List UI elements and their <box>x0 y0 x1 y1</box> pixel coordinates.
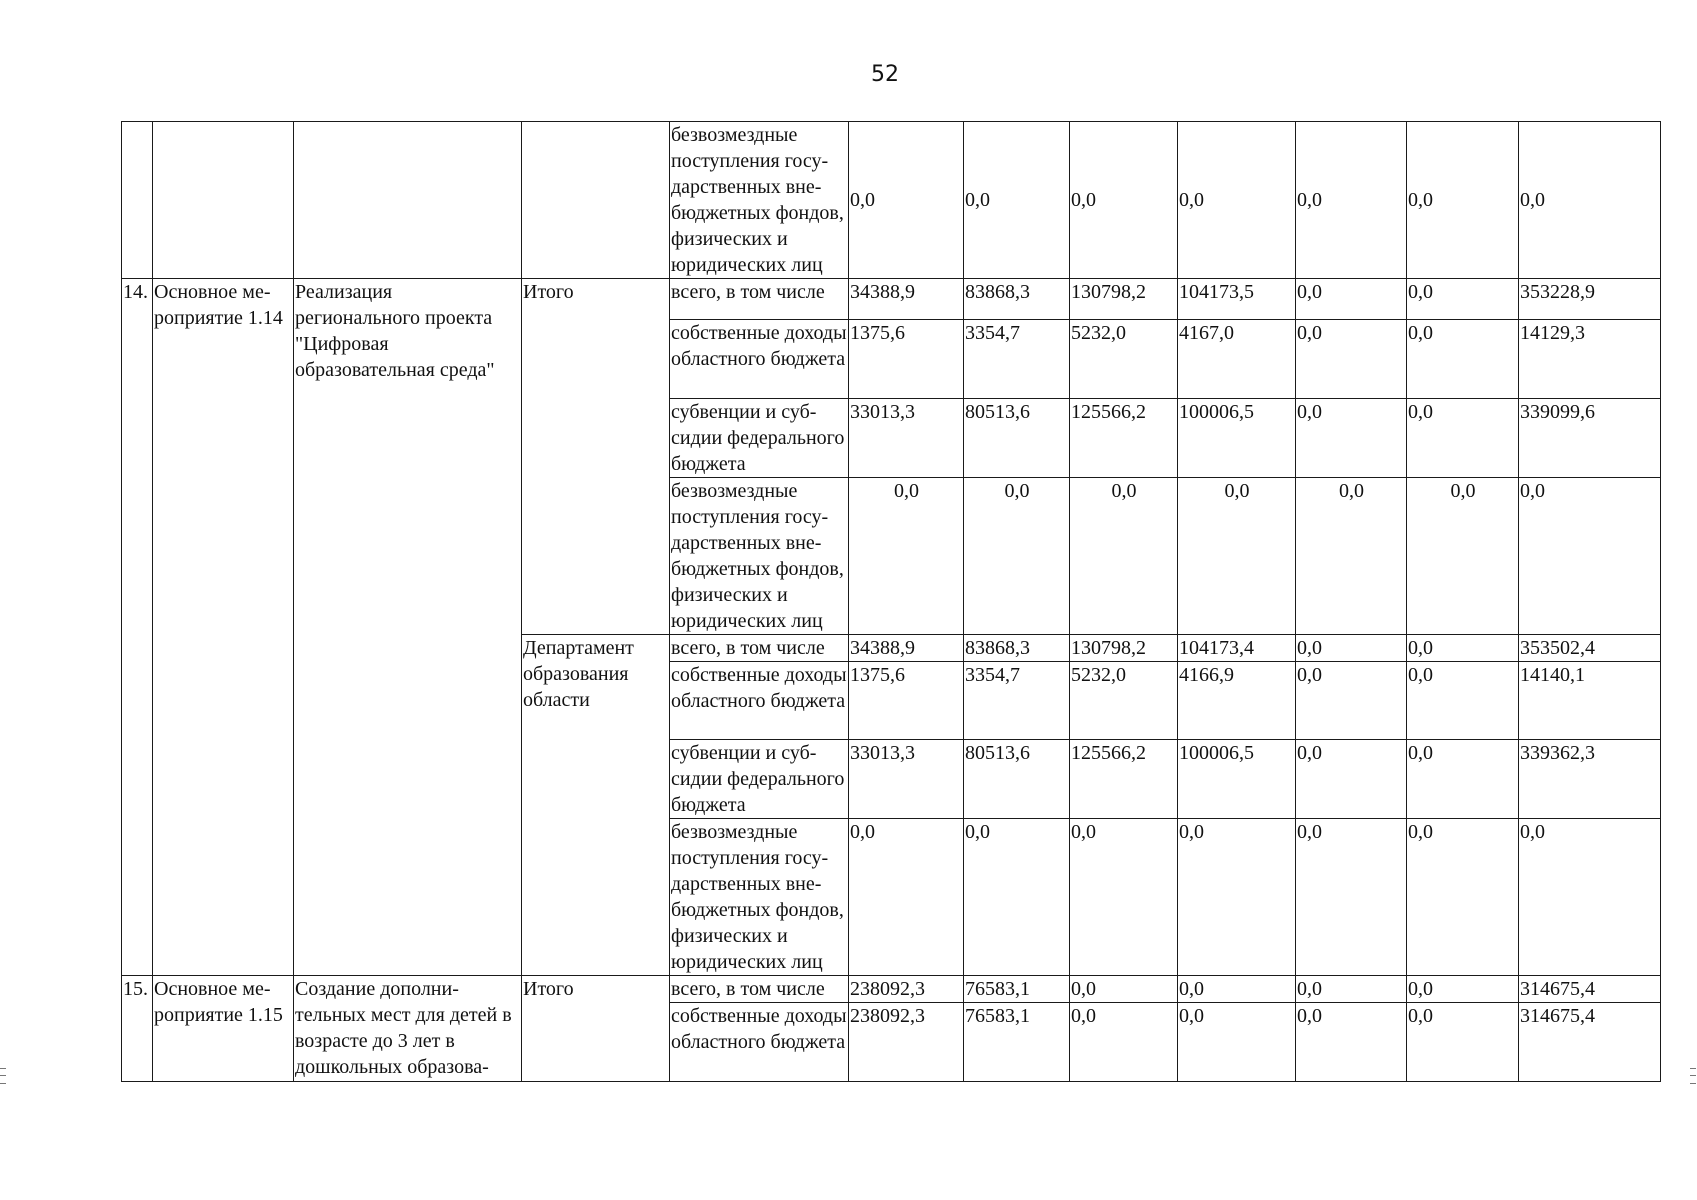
budget-table <box>121 121 1661 1082</box>
value-cell: 130798,2 <box>1070 279 1178 320</box>
value-cell: 125566,2 <box>1070 399 1178 478</box>
executor-cell: Департамент образования области <box>522 635 670 976</box>
value-cell: 14129,3 <box>1519 320 1661 399</box>
value-cell: 0,0 <box>1296 976 1407 1003</box>
value-cell: 238092,3 <box>849 1003 964 1082</box>
index-cell: 15. <box>122 976 153 1082</box>
value-cell: 0,0 <box>1296 1003 1407 1082</box>
funding-source-label: безвозмездные поступления государственных внебюджетных фондов, физических и юридических лиц <box>670 122 849 279</box>
executor-cell <box>522 122 670 279</box>
funding-source-label: безвозмездные поступления государственных внебюджетных фондов, физических и юридических лиц <box>670 819 849 976</box>
value-cell: 5232,0 <box>1070 320 1178 399</box>
value-cell: 0,0 <box>1407 1003 1519 1082</box>
value-cell: 80513,6 <box>964 399 1070 478</box>
value-cell: 1375,6 <box>849 662 964 740</box>
value-cell: 0,0 <box>1407 662 1519 740</box>
scan-edge-mark <box>1690 1068 1696 1084</box>
value-cell: 0,0 <box>1407 976 1519 1003</box>
value-cell: 0,0 <box>1178 122 1296 279</box>
value-cell: 0,0 <box>849 819 964 976</box>
table-row <box>122 976 1661 1003</box>
value-cell: 0,0 <box>1296 478 1407 635</box>
funding-source-label: всего, в том числе <box>670 976 849 1003</box>
value-cell: 314675,4 <box>1519 976 1661 1003</box>
value-cell: 3354,7 <box>964 662 1070 740</box>
value-cell: 104173,5 <box>1178 279 1296 320</box>
page-number: 52 <box>871 62 899 87</box>
funding-source-label: собственные доходы областного бюджета <box>670 320 849 399</box>
value-cell: 0,0 <box>1407 740 1519 819</box>
value-cell: 0,0 <box>1296 635 1407 662</box>
value-cell: 0,0 <box>1070 1003 1178 1082</box>
index-cell: 14. <box>122 279 153 976</box>
value-cell: 83868,3 <box>964 279 1070 320</box>
value-cell: 0,0 <box>1407 635 1519 662</box>
value-cell: 0,0 <box>1070 819 1178 976</box>
value-cell: 0,0 <box>1296 122 1407 279</box>
value-cell: 76583,1 <box>964 1003 1070 1082</box>
value-cell: 104173,4 <box>1178 635 1296 662</box>
value-cell: 100006,5 <box>1178 740 1296 819</box>
value-cell: 0,0 <box>849 478 964 635</box>
value-cell: 0,0 <box>1178 1003 1296 1082</box>
value-cell: 0,0 <box>1519 478 1661 635</box>
value-cell: 0,0 <box>1407 122 1519 279</box>
value-cell: 353502,4 <box>1519 635 1661 662</box>
value-cell: 3354,7 <box>964 320 1070 399</box>
measure-type-cell: Основное мероприятие 1.15 <box>153 976 294 1082</box>
table-row <box>122 279 1661 320</box>
value-cell: 0,0 <box>1296 399 1407 478</box>
value-cell: 125566,2 <box>1070 740 1178 819</box>
value-cell: 238092,3 <box>849 976 964 1003</box>
value-cell: 0,0 <box>964 819 1070 976</box>
value-cell: 339099,6 <box>1519 399 1661 478</box>
measure-type-cell <box>153 122 294 279</box>
value-cell: 339362,3 <box>1519 740 1661 819</box>
value-cell: 0,0 <box>1407 320 1519 399</box>
funding-source-label: субвенции и субсидии федерального бюджета <box>670 740 849 819</box>
value-cell: 33013,3 <box>849 740 964 819</box>
index-cell <box>122 122 153 279</box>
value-cell: 80513,6 <box>964 740 1070 819</box>
value-cell: 0,0 <box>1407 279 1519 320</box>
value-cell: 5232,0 <box>1070 662 1178 740</box>
value-cell: 0,0 <box>1070 478 1178 635</box>
value-cell: 0,0 <box>1070 122 1178 279</box>
value-cell: 314675,4 <box>1519 1003 1661 1082</box>
executor-cell: Итого <box>522 976 670 1082</box>
funding-source-label: собственные доходы областного бюджета <box>670 1003 849 1082</box>
value-cell: 76583,1 <box>964 976 1070 1003</box>
value-cell: 0,0 <box>1070 976 1178 1003</box>
value-cell: 0,0 <box>964 478 1070 635</box>
funding-source-label: всего, в том числе <box>670 279 849 320</box>
measure-type-cell: Основное мероприятие 1.14 <box>153 279 294 976</box>
funding-source-label: собственные доходы областного бюджета <box>670 662 849 740</box>
scan-edge-mark <box>0 1068 6 1084</box>
value-cell: 34388,9 <box>849 635 964 662</box>
value-cell: 0,0 <box>1296 279 1407 320</box>
executor-cell: Итого <box>522 279 670 635</box>
measure-name-cell <box>294 122 522 279</box>
value-cell: 0,0 <box>1519 122 1661 279</box>
funding-source-label: субвенции и субсидии федерального бюджета <box>670 399 849 478</box>
value-cell: 83868,3 <box>964 635 1070 662</box>
value-cell: 353228,9 <box>1519 279 1661 320</box>
value-cell: 0,0 <box>1296 320 1407 399</box>
value-cell: 0,0 <box>1178 976 1296 1003</box>
value-cell: 33013,3 <box>849 399 964 478</box>
value-cell: 1375,6 <box>849 320 964 399</box>
value-cell: 130798,2 <box>1070 635 1178 662</box>
value-cell: 0,0 <box>1296 819 1407 976</box>
value-cell: 0,0 <box>1407 399 1519 478</box>
value-cell: 14140,1 <box>1519 662 1661 740</box>
table-row <box>122 122 1661 279</box>
value-cell: 0,0 <box>1407 819 1519 976</box>
value-cell: 34388,9 <box>849 279 964 320</box>
value-cell: 4167,0 <box>1178 320 1296 399</box>
measure-name-cell: Реализация регионального проекта "Цифровая образовательная среда" <box>294 279 522 976</box>
value-cell: 4166,9 <box>1178 662 1296 740</box>
value-cell: 0,0 <box>1178 819 1296 976</box>
value-cell: 0,0 <box>1178 478 1296 635</box>
value-cell: 0,0 <box>849 122 964 279</box>
value-cell: 0,0 <box>1519 819 1661 976</box>
measure-name-cell: Создание дополнительных мест для детей в возрасте до 3 лет в дошкольных образова- <box>294 976 522 1082</box>
value-cell: 0,0 <box>1296 740 1407 819</box>
value-cell: 0,0 <box>1296 662 1407 740</box>
funding-source-label: безвозмездные поступления государственных внебюджетных фондов, физических и юридических лиц <box>670 478 849 635</box>
value-cell: 0,0 <box>1407 478 1519 635</box>
value-cell: 100006,5 <box>1178 399 1296 478</box>
value-cell: 0,0 <box>964 122 1070 279</box>
funding-source-label: всего, в том числе <box>670 635 849 662</box>
